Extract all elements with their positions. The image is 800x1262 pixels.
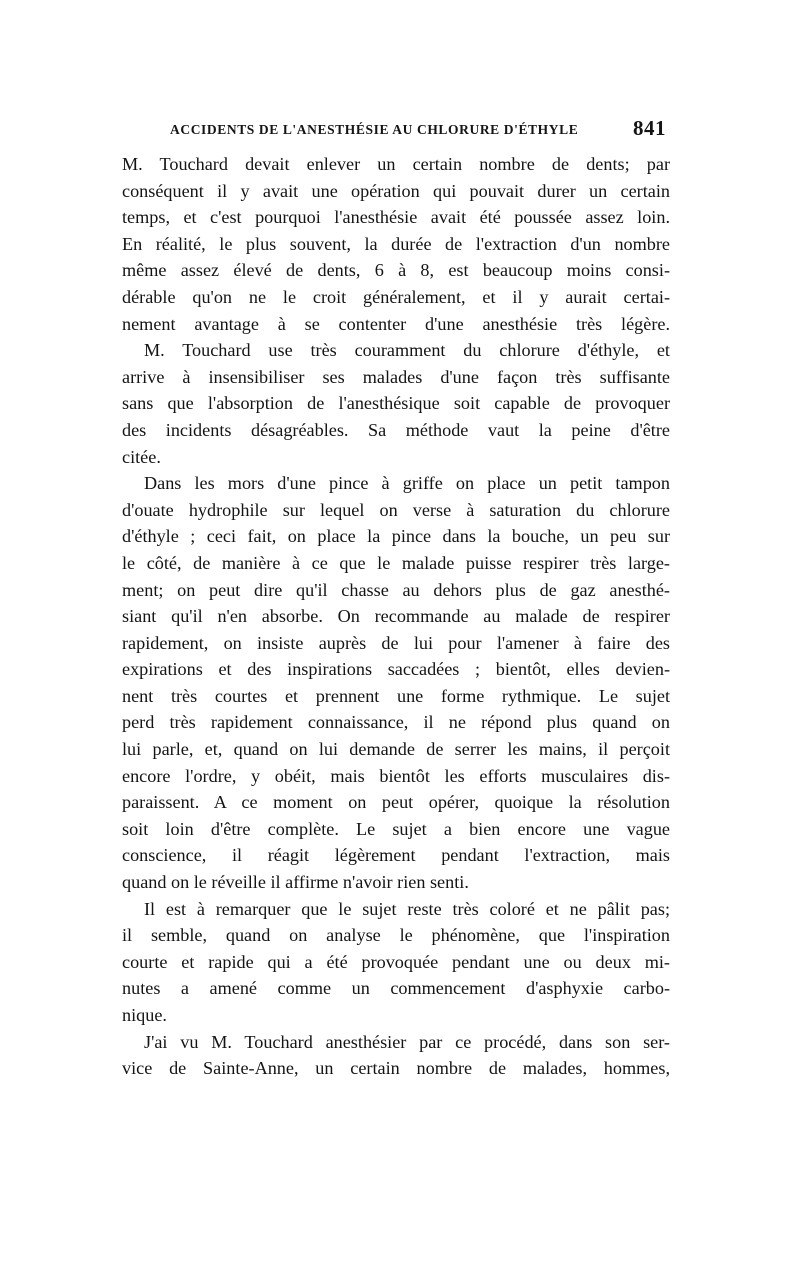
text-line: En réalité, le plus souvent, la durée de l'extraction d'un nombre (122, 233, 670, 254)
text-line: il semble, quand on analyse le phénomène, que l'inspiration (122, 925, 670, 946)
text-line: soit loin d'être complète. Le sujet a bien encore une vague (122, 818, 670, 839)
text-line: arrive à insensibiliser ses malades d'une façon très suffisante (122, 366, 670, 387)
text-line: quand on le réveille il affirme n'avoir rien senti. (122, 872, 469, 893)
text-line: conséquent il y avait une opération qui pouvait durer un certain (122, 180, 670, 201)
text-line: paraissent. A ce moment on peut opérer, quoique la résolution (122, 792, 670, 813)
text-line: nent très courtes et prennent une forme rythmique. Le sujet (122, 685, 670, 706)
text-line: encore l'ordre, y obéit, mais bientôt les efforts musculaires dis- (122, 765, 670, 786)
text-line: M. Touchard use très couramment du chlorure d'éthyle, et (144, 340, 670, 361)
text-line: rapidement, on insiste auprès de lui pour l'amener à faire des (122, 632, 670, 653)
page-number: 841 (633, 116, 666, 140)
text-line: temps, et c'est pourquoi l'anesthésie avait été poussée assez loin. (122, 207, 670, 228)
text-line: nutes a amené comme un commencement d'asphyxie carbo- (122, 978, 670, 999)
running-title: ACCIDENTS DE L'ANESTHÉSIE AU CHLORURE D'ÉTHYLE (170, 122, 579, 137)
text-line: expirations et des inspirations saccadées ; bientôt, elles devien- (122, 659, 670, 680)
text-line: citée. (122, 446, 161, 467)
running-head (170, 116, 670, 144)
text-line: siant qu'il n'en absorbe. On recommande au malade de respirer (122, 606, 670, 627)
text-line: nique. (122, 1005, 167, 1025)
text-line: courte et rapide qui a été provoquée pendant une ou deux mi- (122, 951, 670, 972)
text-line: des incidents désagréables. Sa méthode vaut la peine d'être (122, 419, 670, 440)
text-line: d'éthyle ; ceci fait, on place la pince dans la bouche, un peu sur (122, 526, 670, 547)
text-line: perd très rapidement connaissance, il ne répond plus quand on (122, 712, 670, 733)
text-line: Dans les mors d'une pince à griffe on place un petit tampon (144, 473, 670, 494)
text-line: dérable qu'on ne le croit généralement, et il y aurait certai- (122, 286, 670, 307)
text-line: ment; on peut dire qu'il chasse au dehors plus de gaz anesthé- (122, 579, 670, 600)
text-line: conscience, il réagit légèrement pendant l'extraction, mais (122, 845, 670, 866)
body-text (122, 151, 670, 1082)
text-line: sans que l'absorption de l'anesthésique soit capable de provoquer (122, 393, 670, 414)
text-line: nement avantage à se contenter d'une anesthésie très légère. (122, 313, 670, 334)
text-line: d'ouate hydrophile sur lequel on verse à saturation du chlorure (122, 499, 670, 520)
text-line: même assez élevé de dents, 6 à 8, est beaucoup moins consi- (122, 260, 670, 281)
text-line: le côté, de manière à ce que le malade puisse respirer très large- (122, 552, 670, 573)
text-line: Il est à remarquer que le sujet reste très coloré et ne pâlit pas; (144, 898, 670, 919)
text-line: J'ai vu M. Touchard anesthésier par ce procédé, dans son ser- (144, 1031, 670, 1052)
text-line: vice de Sainte-Anne, un certain nombre de malades, hommes, (122, 1058, 670, 1079)
text-line: M. Touchard devait enlever un certain nombre de dents; par (122, 154, 670, 174)
text-line: lui parle, et, quand on lui demande de serrer les mains, il perçoit (122, 739, 670, 760)
